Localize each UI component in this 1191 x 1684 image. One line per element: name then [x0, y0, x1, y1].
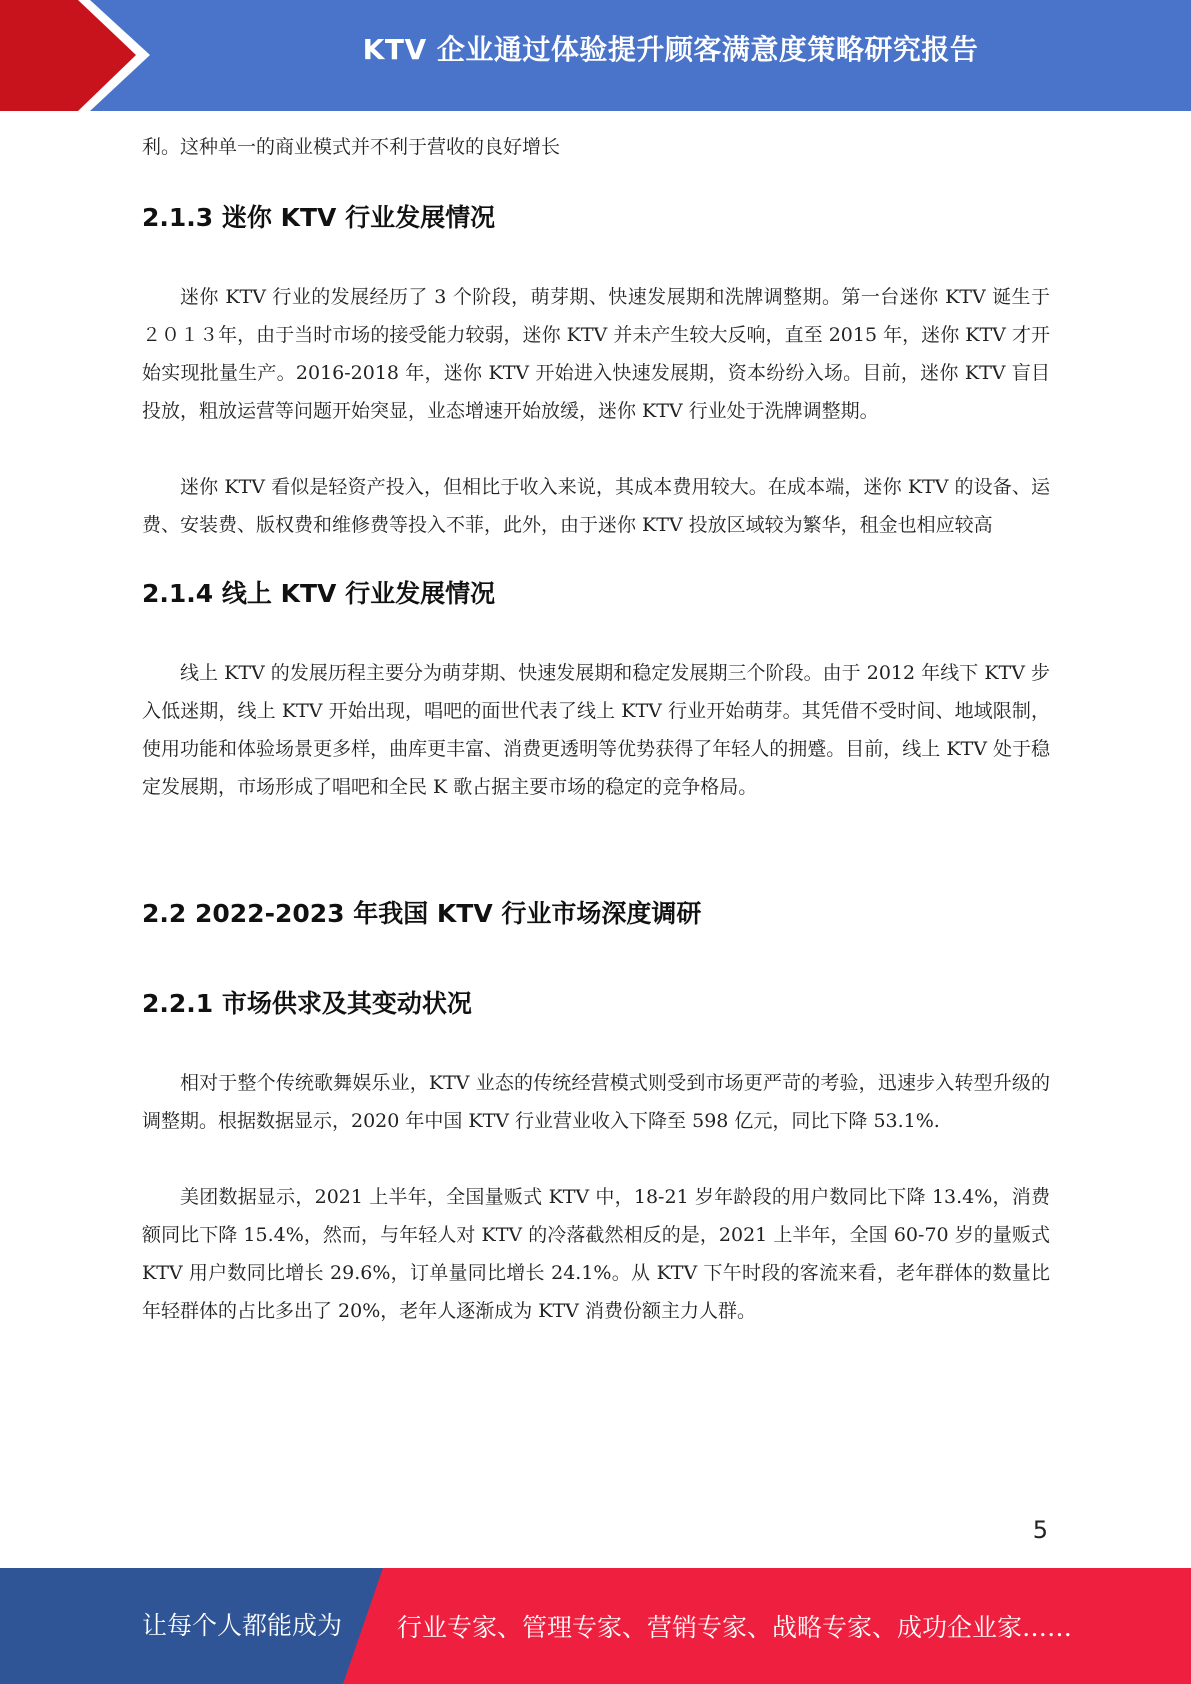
paragraph-meituan-data: 美团数据显示，2021 上半年，全国量贩式 KTV 中，18-21 岁年龄段的用户数同比下降 13.4%，消费额同比下降 15.4%，然而，与年轻人对 KTV 的冷落截然相反的是，2021 上半年，全国 60-70 岁的量贩式 KTV 用户数同比增长 29.6%，订单量同比增长 24.1%。从 KTV 下午时段的客流来看，老年群体的数量比年轻群体的占比多出了 20%，老年人逐渐成为 KTV 消费份额主力人群。	[142, 1186, 1050, 1322]
page-number: 5	[1032, 1516, 1048, 1544]
footer-slogan-right: 行业专家、管理专家、营销专家、战略专家、成功企业家……	[397, 1613, 1073, 1642]
paragraph-continuation: 利。这种单一的商业模式并不利于营收的良好增长	[142, 136, 561, 158]
paragraph-online-ktv: 线上 KTV 的发展历程主要分为萌芽期、快速发展期和稳定发展期三个阶段。由于 2012 年线下 KTV 步入低迷期，线上 KTV 开始出现，唱吧的面世代表了线上 KTV 行业开始萌芽。其凭借不受时间、地域限制，使用功能和体验场景更多样，曲库更丰富、消费更透明等优势获得了年轻人的拥蹙。目前，线上 KTV 处于稳定发展期，市场形成了唱吧和全民 K 歌占据主要市场的稳定的竞争格局。	[142, 662, 1050, 798]
paragraph-mini-ktv-stages: 迷你 KTV 行业的发展经历了 3 个阶段，萌芽期、快速发展期和洗牌调整期。第一台迷你 KTV 诞生于２０１３年，由于当时市场的接受能力较弱，迷你 KTV 并未产生较大反响，直至 2015 年，迷你 KTV 才开始实现批量生产。2016-2018 年，迷你 KTV 开始进入快速发展期，资本纷纷入场。目前，迷你 KTV 盲目投放，粗放运营等问题开始突显，业态增速开始放缓，迷你 KTV 行业处于洗牌调整期。	[142, 286, 1050, 422]
paragraph-market-supply: 相对于整个传统歌舞娱乐业，KTV 业态的传统经营模式则受到市场更严苛的考验，迅速步入转型升级的调整期。根据数据显示，2020 年中国 KTV 行业营业收入下降至 598 亿元，同比下降 53.1%.	[142, 1072, 1050, 1132]
page-header	[0, 0, 1191, 111]
paragraph-mini-ktv-costs: 迷你 KTV 看似是轻资产投入，但相比于收入来说，其成本费用较大。在成本端，迷你 KTV 的设备、运费、安装费、版权费和维修费等投入不菲，此外，由于迷你 KTV 投放区域较为繁华，租金也相应较高	[142, 476, 1050, 536]
document-body	[142, 128, 1050, 1330]
header-title: KTV 企业通过体验提升顾客满意度策略研究报告	[362, 33, 979, 66]
footer-slogan-left: 让每个人都能成为	[142, 1611, 343, 1640]
header-red-arrow-decoration	[0, 0, 160, 111]
heading-2-2: 2.2 2022-2023 年我国 KTV 行业市场深度调研	[142, 899, 702, 928]
page-footer	[0, 1568, 1191, 1684]
heading-2-1-3: 2.1.3 迷你 KTV 行业发展情况	[142, 203, 496, 232]
heading-2-2-1: 2.2.1 市场供求及其变动状况	[142, 989, 472, 1018]
heading-2-1-4: 2.1.4 线上 KTV 行业发展情况	[142, 579, 496, 608]
